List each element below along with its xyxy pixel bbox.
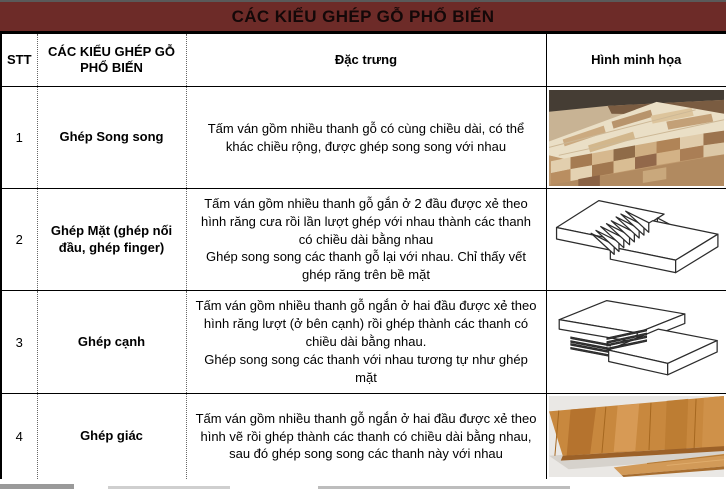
- joint-description: [186, 87, 546, 189]
- illustration-cell: [546, 189, 726, 291]
- joint-type-name: Ghép Mặt (ghép nối đầu, ghép finger): [37, 189, 186, 291]
- edge-glued-wood-panel-photo: [549, 396, 725, 477]
- header-cell-feature: Đặc trưng: [186, 34, 546, 87]
- header-cell-type: CÁC KIỂU GHÉP GỖ PHỔ BIẾN: [37, 34, 186, 87]
- row-number: 2: [1, 189, 37, 291]
- description-paragraph: Tấm ván gồm nhiều thanh gỗ ngắn ở hai đầu được xẻ theo hình vẽ rồi ghép thành các thanh có chiều dài bằng nhau, sau đó ghép song song các thanh này với nhau: [195, 410, 537, 462]
- joint-description: [186, 291, 546, 394]
- page-title: CÁC KIỂU GHÉP GỖ PHỔ BIẾN: [231, 6, 495, 26]
- header-row: [1, 34, 726, 87]
- joint-description: [186, 189, 546, 291]
- row-number: 4: [1, 394, 37, 480]
- table-row: [1, 291, 726, 394]
- bottom-edge-strip: [0, 479, 726, 489]
- stacked-finger-joint-boards-photo: [549, 90, 724, 186]
- finger-joint-line-drawing: [549, 191, 725, 288]
- table-row: [1, 189, 726, 291]
- joint-type-name: Ghép cạnh: [37, 291, 186, 394]
- joint-type-name: Ghép Song song: [37, 87, 186, 189]
- illustration-cell: [546, 291, 726, 394]
- description-paragraph: Tấm ván gồm nhiều thanh gỗ có cùng chiều dài, có thể khác chiều rộng, được ghép song song với nhau: [207, 120, 525, 154]
- row-number: 1: [1, 87, 37, 189]
- edge-lamination-joint-line-drawing: [549, 293, 725, 391]
- illustration-cell: [546, 394, 726, 480]
- joint-type-name: Ghép giác: [37, 394, 186, 480]
- description-paragraph: Tấm ván gồm nhiều thanh gỗ ngắn ở hai đầu được xẻ theo hình răng lượt (ở bên cạnh) rồi ghép thành các thanh có chiều dài bằng nhau.: [195, 298, 537, 350]
- table-row: [1, 87, 726, 189]
- joint-types-table: [0, 33, 726, 480]
- illustration-cell: [546, 87, 726, 189]
- joint-description: [186, 394, 546, 480]
- table-row: [1, 394, 726, 480]
- description-paragraph: Ghép song song các thanh với nhau tương tự như ghép mặt: [204, 351, 528, 385]
- header-cell-stt: STT: [1, 34, 37, 87]
- description-paragraph: Ghép song song các thanh gỗ lại với nhau. Chỉ thấy vết ghép răng trên bề mặt: [205, 249, 526, 283]
- scrollbar-fragment: [0, 484, 74, 489]
- row-number: 3: [1, 291, 37, 394]
- description-paragraph: Tấm ván gồm nhiều thanh gỗ gắn ở 2 đầu được xẻ theo hình răng cưa rồi lần lượt ghép với nhau thành các thanh có chiều dài bằng nhau: [200, 195, 532, 247]
- header-cell-illustration: Hình minh họa: [546, 34, 726, 87]
- table-title-bar: [0, 0, 726, 33]
